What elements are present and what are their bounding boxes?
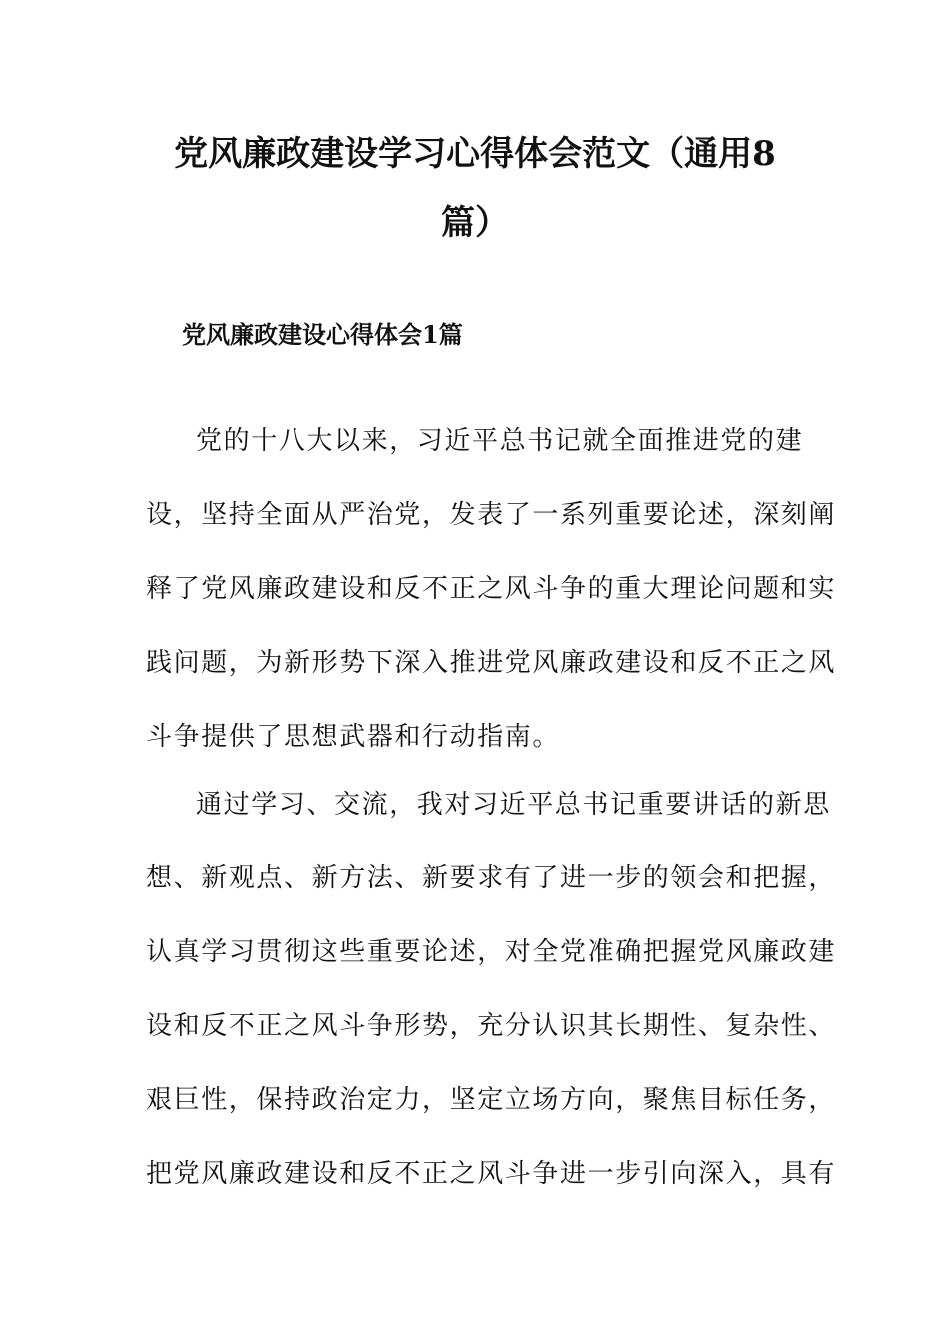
paragraph-2-line-2: 想、新观点、新方法、新要求有了进一步的领会和把握， (146, 863, 837, 893)
paragraph-2-line-6: 把党风廉政建设和反不正之风斗争进一步引向深入，具有 (146, 1159, 837, 1189)
paragraph-1-line-4: 践问题，为新形势下深入推进党风廉政建设和反不正之风 (146, 648, 837, 678)
paragraph-2-line-3: 认真学习贯彻这些重要论述，对全党准确把握党风廉政建 (146, 937, 837, 967)
paragraph-1-line-1: 党的十八大以来，习近平总书记就全面推进党的建 (196, 426, 804, 456)
paragraph-2-line-5: 艰巨性，保持政治定力，坚定立场方向，聚焦目标任务， (146, 1085, 837, 1115)
paragraph-1-line-5: 斗争提供了思想武器和行动指南。 (146, 722, 561, 752)
document-title: 党风廉政建设学习心得体会范文（通用8 (174, 134, 776, 174)
paragraph-2-line-4: 设和反不正之风斗争形势，充分认识其长期性、复杂性、 (146, 1011, 837, 1041)
paragraph-1-line-2: 设，坚持全面从严治党，发表了一系列重要论述，深刻阐 (146, 500, 837, 530)
document-title-continued: 篇） (441, 203, 509, 243)
section-heading: 党风廉政建设心得体会1篇 (182, 320, 463, 349)
paragraph-1-line-3: 释了党风廉政建设和反不正之风斗争的重大理论问题和实 (146, 574, 837, 604)
paragraph-2-line-1: 通过学习、交流，我对习近平总书记重要讲话的新思 (196, 790, 831, 820)
